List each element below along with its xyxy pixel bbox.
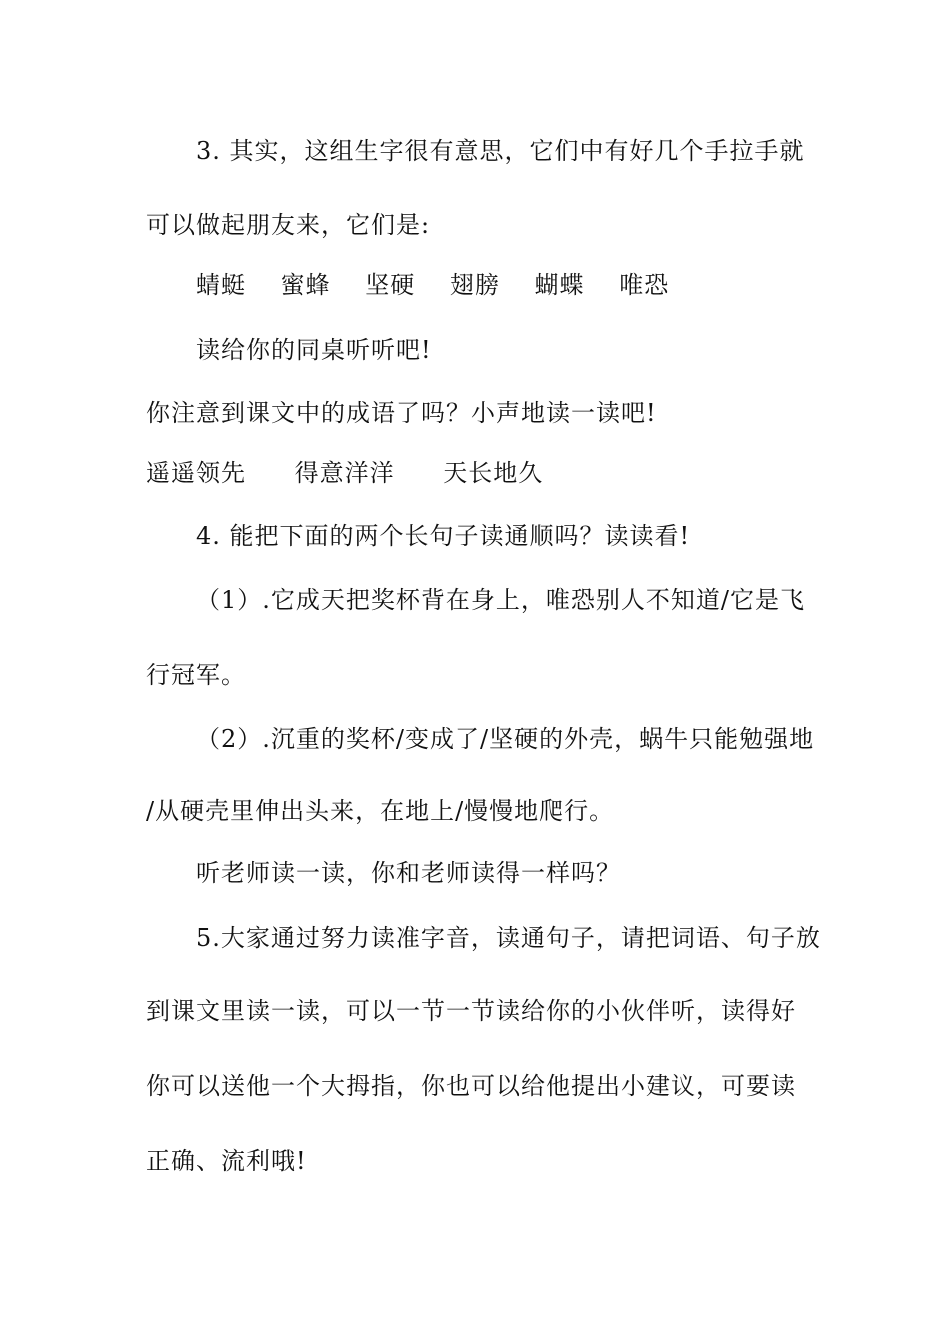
sentence-2-line-2: /从硬壳里伸出头来，在地上/慢慢地爬行。 xyxy=(146,797,615,825)
idiom: 天长地久 xyxy=(443,459,544,487)
word-pair: 翅膀 xyxy=(449,271,500,299)
idiom-prompt-text: 你注意到课文中的成语了吗？小声地读一读吧! xyxy=(146,399,657,427)
paragraph-5-line-4: 正确、流利哦! xyxy=(146,1147,307,1175)
word-pair: 蜻蜓 xyxy=(196,271,246,299)
paragraph-3-line-2: 可以做起朋友来，它们是: xyxy=(146,211,431,239)
word-pair: 蜜蜂 xyxy=(280,271,331,299)
paragraph-3-line-1: 3. 其实，这组生字很有意思，它们中有好几个手拉手就 xyxy=(196,137,805,165)
sentence-1-line-2: 行冠军。 xyxy=(146,661,246,689)
sentence-2-line-1: （2）.沉重的奖杯/变成了/坚硬的外壳，蜗牛只能勉强地 xyxy=(196,725,815,753)
paragraph-5-line-1: 5.大家通过努力读准字音，读通句子，请把词语、句子放 xyxy=(196,924,821,952)
idiom: 得意洋洋 xyxy=(294,459,395,487)
word-pair: 蝴蝶 xyxy=(534,271,585,299)
paragraph-4-heading: 4. 能把下面的两个长句子读通顺吗？读读看! xyxy=(196,522,691,550)
paragraph-5-line-2: 到课文里读一读，可以一节一节读给你的小伙伴听，读得好 xyxy=(146,997,796,1025)
read-to-deskmate-text: 读给你的同桌听听吧! xyxy=(196,336,432,364)
sentence-1-line-1: （1）.它成天把奖杯背在身上，唯恐别人不知道/它是飞 xyxy=(196,586,805,614)
word-pairs-row xyxy=(196,270,695,300)
idiom: 遥遥领先 xyxy=(146,459,246,487)
word-pair: 唯恐 xyxy=(619,271,670,299)
word-pair: 坚硬 xyxy=(365,271,416,299)
paragraph-5-line-3: 你可以送他一个大拇指，你也可以给他提出小建议，可要读 xyxy=(146,1072,796,1100)
idioms-row xyxy=(146,458,583,488)
listen-prompt-text: 听老师读一读，你和老师读得一样吗？ xyxy=(196,859,621,887)
